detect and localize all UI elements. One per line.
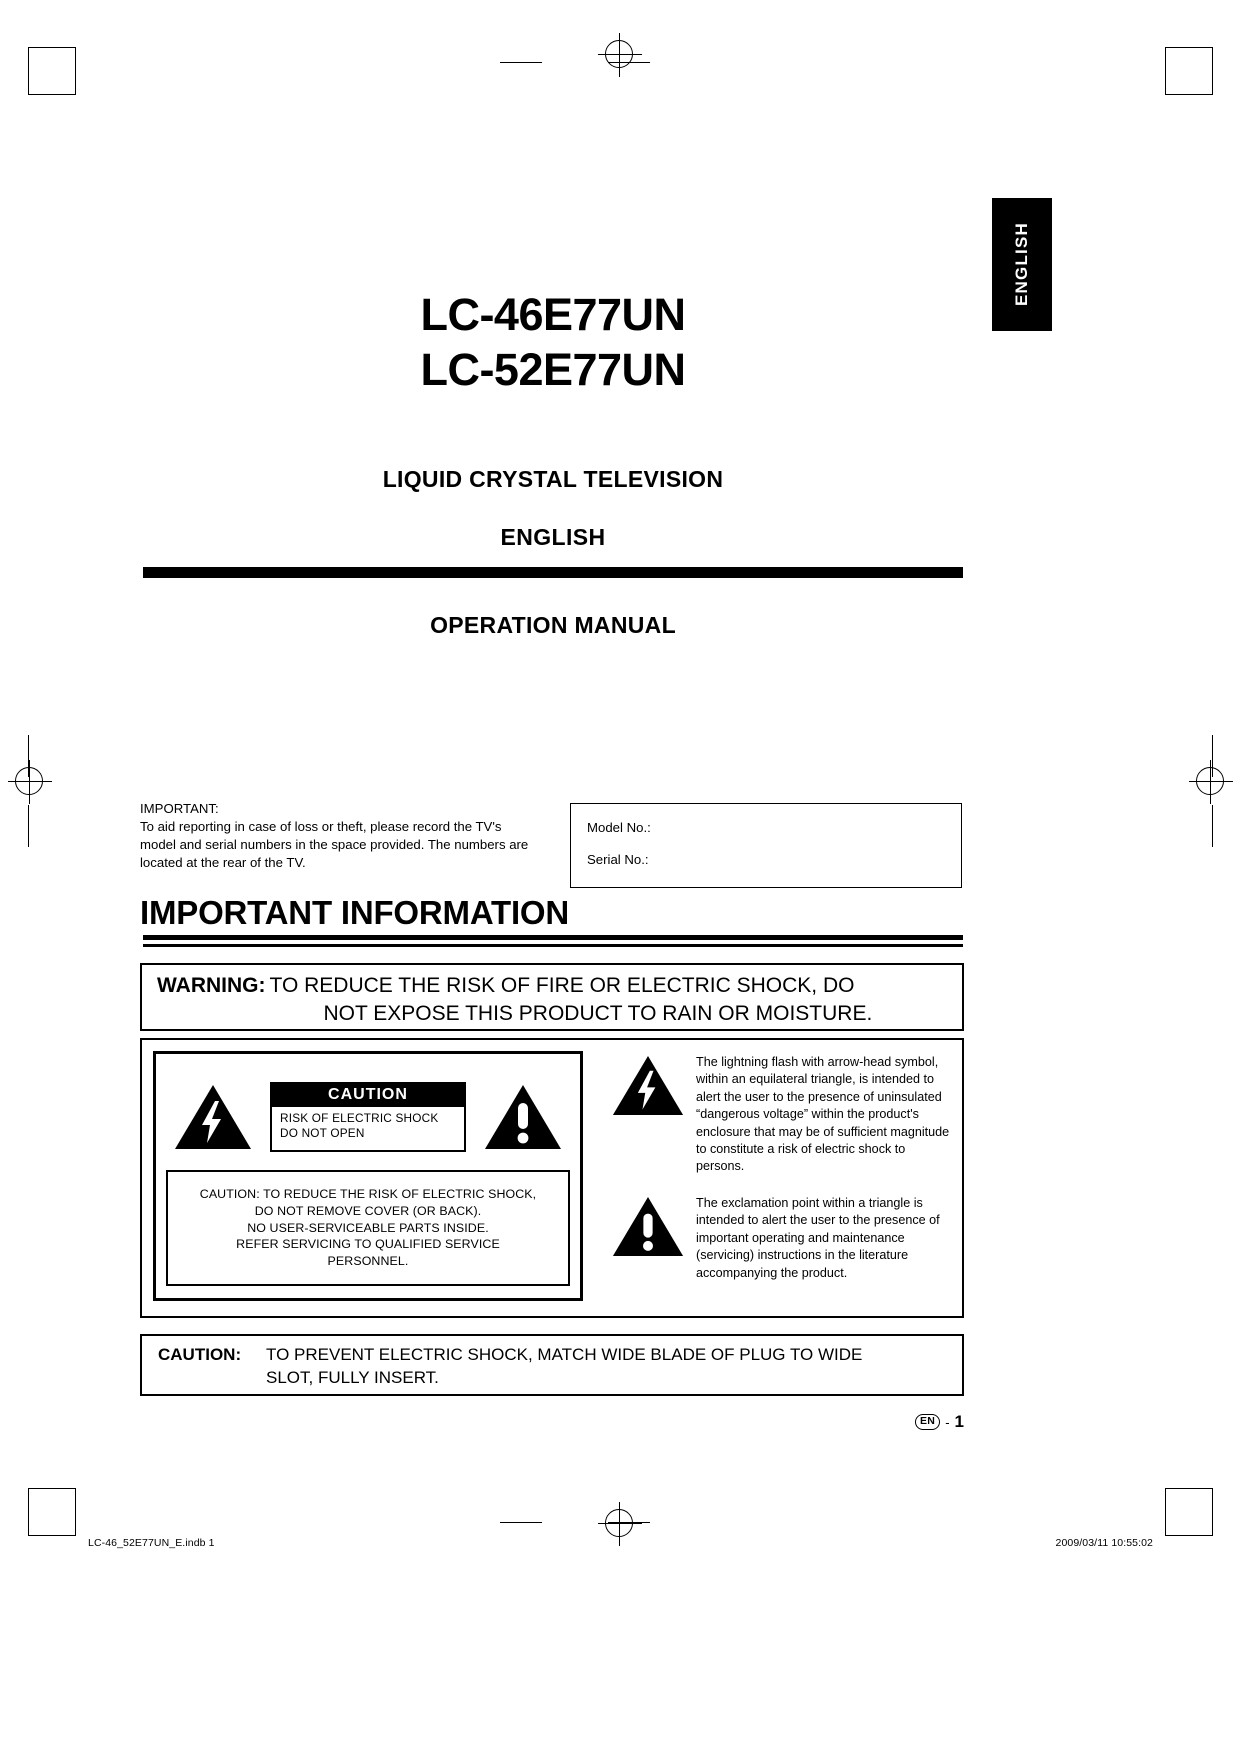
caution-bottom-label: CAUTION: bbox=[158, 1345, 242, 1364]
warning-box bbox=[140, 963, 964, 1031]
registration-mark bbox=[1189, 760, 1233, 804]
model-number-secondary: LC-52E77UN bbox=[420, 343, 686, 395]
crop-mark bbox=[1165, 1488, 1213, 1489]
warning-text-line-1: TO REDUCE THE RISK OF FIRE OR ELECTRIC SHOCK, DO bbox=[269, 974, 855, 997]
caution-bottom-box bbox=[140, 1334, 964, 1396]
caution-paragraph-line-5: PERSONNEL. bbox=[327, 1254, 409, 1269]
manual-language: ENGLISH bbox=[500, 524, 606, 550]
caution-paragraph-line-2: DO NOT REMOVE COVER (OR BACK). bbox=[254, 1203, 482, 1218]
crop-mark bbox=[1212, 735, 1213, 777]
safety-symbol-box bbox=[140, 1038, 964, 1318]
symbol-explanation-exclamation bbox=[612, 1195, 954, 1282]
crop-mark bbox=[28, 1488, 76, 1489]
crop-mark bbox=[1165, 47, 1166, 95]
exclamation-triangle-icon bbox=[484, 1083, 562, 1151]
serial-no-label: Serial No.: bbox=[587, 852, 649, 867]
registration-mark bbox=[598, 33, 642, 77]
symbol-explanation-text: The exclamation point within a triangle is intended to alert the user to the presence of important operating and maintenance (servicing) instructions in the literature accompanying the product. bbox=[696, 1196, 940, 1280]
manual-type: OPERATION MANUAL bbox=[430, 612, 676, 638]
crop-mark bbox=[500, 1522, 542, 1523]
crop-mark bbox=[28, 47, 29, 95]
language-side-tab-label: ENGLISH bbox=[1012, 221, 1031, 306]
page-title: IMPORTANT INFORMATION bbox=[140, 894, 570, 931]
section-rule-upper bbox=[143, 935, 963, 940]
page-number bbox=[830, 1412, 964, 1432]
warning-label: WARNING: bbox=[157, 974, 266, 997]
language-side-tab bbox=[992, 198, 1052, 331]
product-type: LIQUID CRYSTAL TELEVISION bbox=[382, 466, 724, 492]
exclamation-triangle-icon bbox=[612, 1195, 696, 1263]
crop-mark bbox=[28, 1488, 29, 1536]
page-number-dash: - bbox=[945, 1414, 950, 1430]
caution-bottom-line-1: TO PREVENT ELECTRIC SHOCK, MATCH WIDE BLADE OF PLUG TO WIDE bbox=[266, 1345, 863, 1364]
crop-mark bbox=[75, 47, 76, 95]
crop-mark bbox=[1212, 47, 1213, 95]
important-note bbox=[140, 800, 530, 872]
warning-text-line-2: NOT EXPOSE THIS PRODUCT TO RAIN OR MOISTURE. bbox=[323, 1001, 873, 1025]
footer-file-name: LC-46_52E77UN_E.indb 1 bbox=[88, 1537, 215, 1549]
caution-paragraph bbox=[200, 1186, 536, 1270]
crop-mark bbox=[500, 62, 542, 63]
crop-mark bbox=[28, 47, 76, 48]
crop-mark bbox=[1165, 1535, 1213, 1536]
warning-text bbox=[270, 972, 873, 1027]
caution-paragraph-line-1: CAUTION: TO REDUCE THE RISK OF ELECTRIC SHOCK, bbox=[199, 1186, 537, 1201]
crop-mark bbox=[1212, 805, 1213, 847]
title-divider-rule bbox=[143, 567, 963, 578]
caution-plate-line-1: RISK OF ELECTRIC SHOCK bbox=[280, 1111, 439, 1126]
symbol-explanation-lightning bbox=[612, 1054, 954, 1176]
crop-mark bbox=[1165, 47, 1213, 48]
crop-mark bbox=[28, 805, 29, 847]
model-no-label: Model No.: bbox=[587, 820, 651, 835]
registration-mark bbox=[598, 1502, 642, 1546]
caution-symbol-panel bbox=[153, 1051, 583, 1301]
caution-header-row bbox=[156, 1068, 580, 1166]
page-number-value: 1 bbox=[954, 1412, 964, 1431]
crop-mark bbox=[75, 1488, 76, 1536]
caution-paragraph-line-3: NO USER-SERVICEABLE PARTS INSIDE. bbox=[247, 1220, 489, 1235]
crop-mark bbox=[608, 1522, 650, 1523]
caution-plate-body bbox=[272, 1107, 464, 1150]
lightning-bolt-triangle-icon bbox=[174, 1083, 252, 1151]
crop-mark bbox=[1212, 1488, 1213, 1536]
registration-mark bbox=[8, 760, 52, 804]
symbol-explanation-text: The lightning flash with arrow-head symbol, within an equilateral triangle, is intended to alert the user to the presence of uninsulated “dangerous voltage” within the product's enclosure that may be of sufficient magnitude to constitute a risk of electric shock to persons. bbox=[696, 1055, 950, 1174]
crop-mark bbox=[28, 735, 29, 777]
caution-bottom-line-2: SLOT, FULLY INSERT. bbox=[266, 1368, 439, 1388]
crop-mark bbox=[28, 1535, 76, 1536]
locale-badge: EN bbox=[915, 1414, 940, 1430]
caution-bottom-text bbox=[266, 1343, 862, 1389]
crop-mark bbox=[28, 94, 76, 95]
important-note-body: To aid reporting in case of loss or theft, please record the TV's model and serial numbers in the space provided. The numbers are located at the rear of the TV. bbox=[140, 819, 529, 871]
section-rule-lower bbox=[143, 944, 963, 947]
important-note-heading: IMPORTANT: bbox=[140, 801, 219, 816]
model-number-primary: LC-46E77UN bbox=[420, 289, 686, 340]
caution-paragraph-box bbox=[166, 1170, 570, 1286]
caution-plate-header: CAUTION bbox=[272, 1084, 464, 1107]
caution-plate-line-2: DO NOT OPEN bbox=[280, 1125, 365, 1140]
footer-timestamp: 2009/03/11 10:55:02 bbox=[1055, 1537, 1153, 1549]
caution-plate bbox=[270, 1082, 466, 1152]
title-block bbox=[140, 288, 966, 398]
crop-mark bbox=[1165, 1488, 1166, 1536]
crop-mark bbox=[1165, 94, 1213, 95]
model-serial-box bbox=[570, 803, 962, 888]
lightning-bolt-triangle-icon bbox=[612, 1054, 696, 1122]
caution-paragraph-line-4: REFER SERVICING TO QUALIFIED SERVICE bbox=[236, 1237, 500, 1252]
crop-mark bbox=[608, 62, 650, 63]
